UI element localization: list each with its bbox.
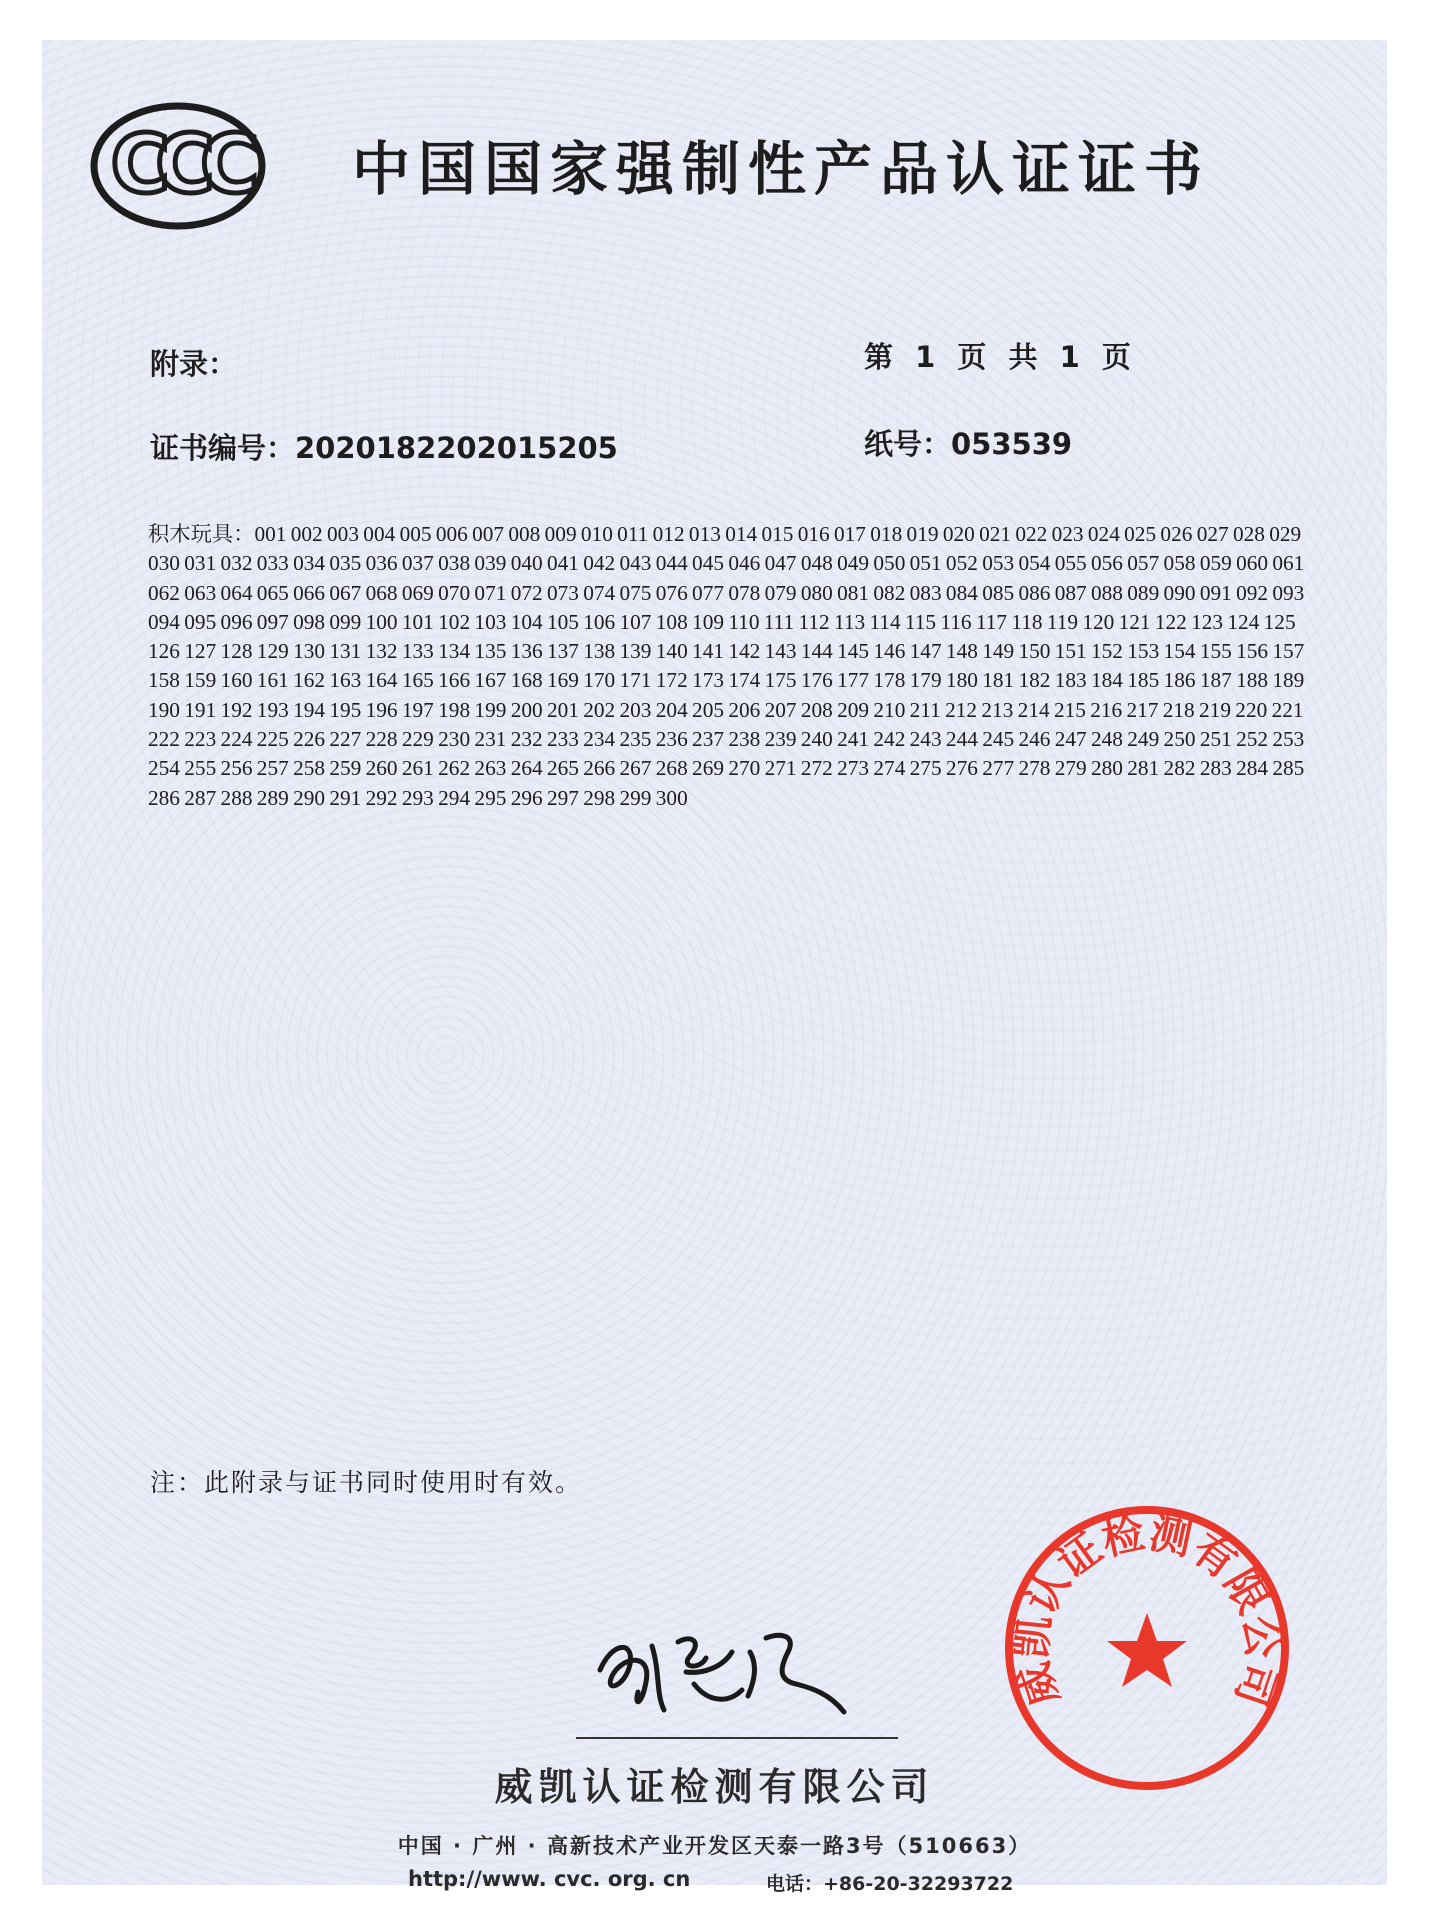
certificate-number: 证书编号：2020182202015205 — [150, 431, 618, 465]
company-seal — [1002, 1503, 1292, 1793]
handwritten-signature — [582, 1612, 882, 1722]
seal-text: 威凯认证检测有限公司 — [1006, 1507, 1288, 1713]
model-list: 积木玩具：001 002 003 004 005 006 007 008 009 010 011 012 013 014 015 016 017 018 019 020 021 022 023 024 025 026 027 028 029 030 031 032 033 034 035 036 037 038 039 040 041 042 043 044 045 046 047 048 049 050 051 052 053 054 055 056 057 058 059 060 061 062 063 064 065 066 067 068 069 070 071 072 073 074 075 076 077 078 079 080 081 082 083 084 085 086 087 088 089 090 091 092 093 094 095 096 097 098 099 100 101 102 103 104 105 106 107 108 109 110 111 112 113 114 115 116 117 118 119 120 121 122 123 124 125 126 127 128 129 130 131 132 133 134 135 136 137 138 139 140 141 142 143 144 145 146 147 148 149 150 151 152 153 154 155 156 157 158 159 160 161 162 163 164 165 166 167 168 169 170 171 172 173 174 175 176 177 178 179 180 181 182 183 184 185 186 187 188 189 190 191 192 193 194 195 196 197 198 199 200 201 202 203 204 205 206 207 208 209 210 211 212 213 214 215 216 217 218 219 220 221 222 223 224 225 226 227 228 229 230 231 232 233 234 235 236 237 238 239 240 241 242 243 244 245 246 247 248 249 250 251 252 253 254 255 256 257 258 259 260 261 262 263 264 265 266 267 268 269 270 271 272 273 274 275 276 277 278 279 280 281 282 283 284 285 286 287 288 289 290 291 292 293 294 295 296 297 298 299 300 — [148, 522, 1305, 810]
paper-number: 纸号：053539 — [864, 427, 1073, 461]
seal-star-icon — [1107, 1613, 1187, 1687]
issuer-company-name: 威凯认证检测有限公司 — [494, 1765, 935, 1809]
issuer-address: 中国 · 广州 · 高新技术产业开发区天泰一路3号（510663） — [397, 1834, 1032, 1858]
appendix-label: 附录： — [150, 347, 238, 381]
svg-text:威凯认证检测有限公司 — [1007, 1508, 1288, 1712]
page-info: 第 1 页 共 1 页 — [864, 340, 1137, 374]
ccc-logo — [90, 102, 266, 230]
certificate-page — [42, 40, 1387, 1895]
ccc-logo-text: CCC — [110, 118, 246, 211]
certificate-title: 中国国家强制性产品认证证书 — [352, 135, 1211, 203]
signature-line — [576, 1737, 898, 1739]
issuer-phone: 电话：+86-20-32293722 — [766, 1873, 1014, 1895]
validity-note: 注：此附录与证书同时使用时有效。 — [150, 1468, 583, 1497]
issuer-website: http://www. cvc. org. cn — [408, 1867, 691, 1891]
